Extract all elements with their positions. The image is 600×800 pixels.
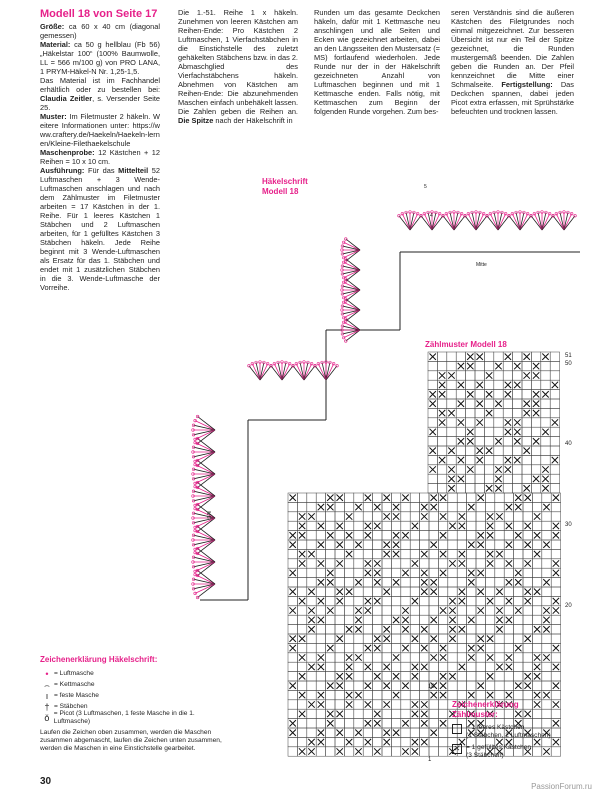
- fertig-text: Das Deckchen spannen, dabei jeden Picot extra erfassen, mit Sprühstärke befeuchten und trocknen lassen.: [451, 80, 574, 116]
- row-number-10: 10: [428, 684, 435, 690]
- watermark: PassionForum.ru: [531, 782, 592, 791]
- legend-item-staebchen: † = Stäbchen: [40, 701, 230, 712]
- legend-item-feste-masche: ı = feste Masche: [40, 690, 230, 701]
- col4-text-a: seren Verständnis sind die äußeren Kästchen des Filetgrundes noch einmal mitgezeichnet. Zur besseren Übersicht ist nur ein Teil der Spitze gezeichnet, die Runden mustergemäß beenden. Die Zahlen geben die Runden an. Der Pfeil kennzeichnet die Mitte einer Schmalseite.: [451, 8, 574, 89]
- row-number-50: 50: [565, 361, 572, 367]
- legend-item-leer: = 1 leeres Kästchen (1 Stäbchen, 2 Luftmaschen): [452, 724, 582, 740]
- bezug-text: Das Material ist im Fachhandel erhältlich oder zu bestellen bei:: [40, 76, 160, 94]
- col2-text-a: Die 1.-51. Reihe 1 x häkeln. Zunehmen von leeren Kästchen am Reihen-Ende: Pro Kästchen 2 Luftmaschen, 1 Vierfachstäbchen in die Einstichstelle des zuletzt gehäkelten Stäbchens bzw. in das 2. Abmaschglied des Vierfachstäbchens häkeln. Abnehmen von Kästchen am Reihen-Ende: Die abzunehmenden Maschen einfach unbehäkelt lassen. Die Zahlen geben die Reihen an.: [178, 8, 298, 116]
- ausfuehrung-text-b: 52 Luftmaschen + 3 Wende-Luftmaschen anschlagen und nach dem Zählmuster im Filetmuster arbeiten = 17 Kästchen in der 1. Reihe. Für 1 leeres Kästchen 1 Stäbchen und 2 Luftmaschen arbeiten, für 1 gefülltes Kästchen 3 Stäbchen häkeln. Jede Reihe beginnt mit 3 Wende-Luftmaschen als Ersatz für das 1. Stäbchen und endet mit 1 zusätzlichen Stäbchen in die 3. Wende-Luftmasche der Vorreihe.: [40, 166, 160, 292]
- feste-masche-icon: ı: [45, 690, 49, 701]
- filled-square-icon: ✕: [453, 744, 461, 753]
- col2-text-b: nach der Häkelschrift in: [215, 116, 293, 125]
- muster-text: Im Filetmuster 2 häkeln. Weitere Informationen unter: https://www.craftery.de/Haekeln/Haekeln-lernen/Kleine-Filethaekelschule: [40, 112, 161, 148]
- ausfuehrung-label: Ausführung:: [40, 166, 85, 175]
- legend-item-picot: ǒ = Picot (3 Luftmaschen, 1 feste Masche in die 1. Luftmasche): [40, 712, 230, 723]
- col3-text: Runden um das gesamte Deckchen häkeln, dafür mit 1 Kettmasche neu anschlingen und alle Seiten und Ecken wie gezeichnet arbeiten, dabei an den Längsseiten den Mustersatz (= MS) fortlaufend wiederholen. Jede Runde nur der in der Häkelschrift gezeichneten Anzahl von Luftmaschen beginnen und mit 1 Kettmasche enden. Falls nötig, mit Kettmaschen zum Beginn der folgenden Runde vorgehen. Zum bes-: [314, 8, 440, 116]
- chart-grid: [288, 352, 561, 756]
- fertig-label: Fertigstellung:: [501, 80, 553, 89]
- ms-label: MS: [204, 511, 211, 519]
- material-text: ca 50 g hellblau (Fb 56) „Häkelstar 100“ (100% Baumwolle, LL = 566 m/100 g) von PRO LANA, 1 PRYM-Häkel-N Nr. 1,25-1,5.: [40, 40, 160, 76]
- legend-note: Laufen die Zeichen oben zusammen, werden die Maschen zusammen abgemascht, laufen die Zeichen unten zusammen, werden die Maschen in eine Einstichstelle gearbeitet.: [40, 729, 222, 752]
- page-title: Modell 18 von Seite 17: [40, 8, 158, 20]
- round-label-4: 4: [430, 213, 433, 219]
- legend-z-title-2: Zählmuster:: [452, 710, 498, 719]
- legend-item-gefuellt: ✕ = 1 gefülltes Kästchen (3 Stäbchen): [453, 744, 532, 759]
- material-label: Material:: [40, 40, 71, 49]
- legend-item-luftmasche: • = Luftmasche: [40, 668, 230, 679]
- maschenprobe-label: Maschenprobe:: [40, 148, 95, 157]
- picot-icon: ǒ: [44, 712, 50, 723]
- kettmasche-icon: ⌢: [44, 679, 50, 690]
- groesse-label: Größe:: [40, 22, 65, 31]
- legend-zaehlmuster: [452, 700, 582, 760]
- groesse-text: ca 60 x 40 cm (diagonal gemessen): [40, 22, 160, 40]
- spitze-label: Die Spitze: [178, 116, 214, 125]
- round-label-5: 5: [424, 184, 427, 190]
- luftmasche-icon: •: [45, 668, 49, 679]
- row-number-20: 20: [565, 603, 572, 609]
- mitte-label: Mitte: [476, 262, 487, 268]
- muster-label: Muster:: [40, 112, 67, 121]
- bezug-rest: , s. Versender Seite 25.: [40, 94, 160, 112]
- legend-h-title: Zeichenerklärung Häkelschrift:: [40, 655, 158, 664]
- row-number-51: 51: [565, 353, 572, 359]
- staebchen-icon: †: [44, 701, 50, 712]
- haekelschrift-label: Häkelschrift Modell 18: [262, 177, 308, 196]
- zaehlmuster-label: Zählmuster Modell 18: [425, 340, 507, 349]
- row-number-30: 30: [565, 522, 572, 528]
- page-number: 30: [40, 776, 52, 787]
- row-number-40: 40: [565, 441, 572, 447]
- mittelteil-label: Mittelteil: [118, 166, 149, 175]
- maschenprobe-text: 12 Kästchen + 12 Reihen = 10 x 10 cm.: [40, 148, 160, 166]
- ausfuehrung-text-a: Für das: [87, 166, 115, 175]
- empty-square-icon: [452, 724, 462, 734]
- legend-z-title-1: Zeichenerklärung: [452, 700, 519, 709]
- row-number-1: 1: [428, 757, 432, 763]
- bezug-name: Claudia Zeitler: [40, 94, 93, 103]
- legend-item-kettmasche: ⌢ = Kettmasche: [40, 679, 230, 690]
- legend-haekelschrift: [40, 655, 230, 753]
